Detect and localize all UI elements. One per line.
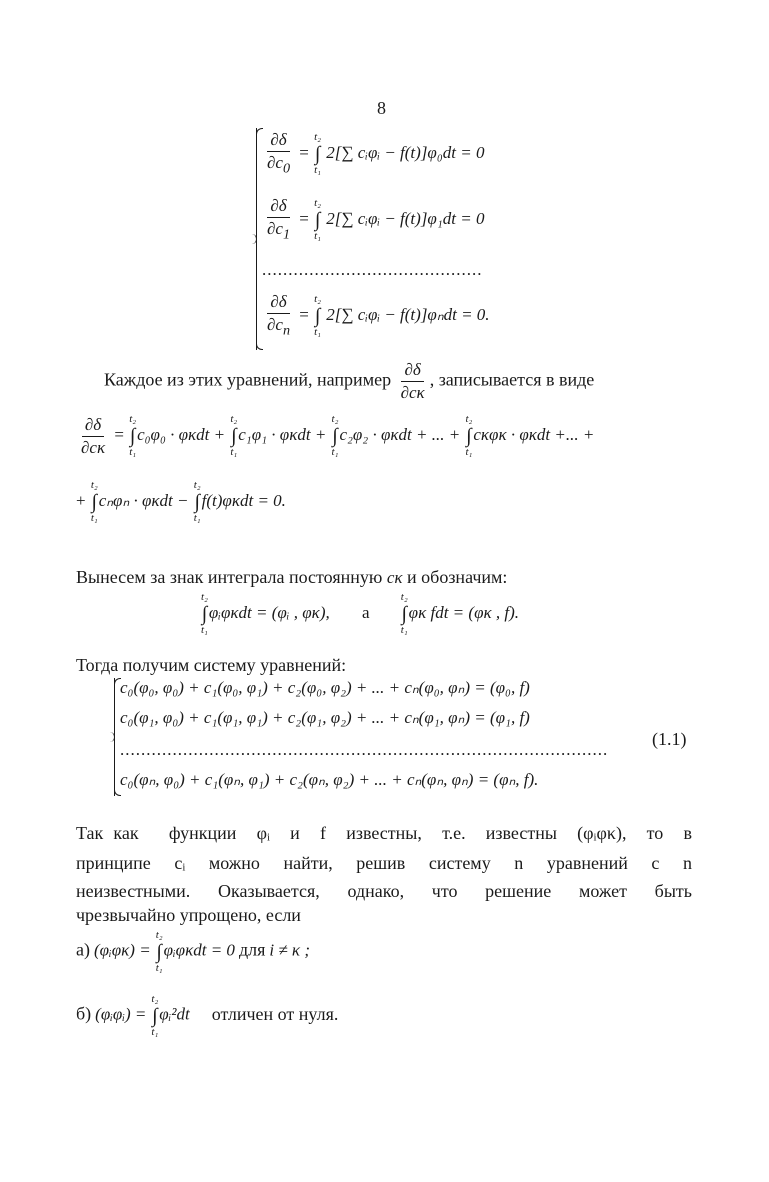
term: c₀φ₀ · φκdt + bbox=[137, 424, 226, 444]
partial-num: ∂δ bbox=[267, 130, 289, 152]
system2-dots: ............................................................................................. bbox=[120, 740, 609, 759]
system1-row-2-body: 2[∑ cᵢφᵢ − f(t)]φₙdt = 0. bbox=[326, 305, 490, 325]
system1-row-1-body: 2[∑ cᵢφᵢ − f(t)]φ₁dt = 0 bbox=[326, 209, 485, 229]
def-right: φκ fdt = (φκ , f). bbox=[408, 602, 520, 622]
paragraph-2: Вынесем за знак интеграла постоянную cκ и обозначим: bbox=[76, 567, 508, 587]
page-number: 8 bbox=[377, 98, 386, 118]
system2-row-0: c₀(φ₀, φ₀) + c₁(φ₀, φ₁) + c₂(φ₀, φ₂) + ... + cₙ(φ₀, φₙ) = (φ₀, f) bbox=[120, 678, 530, 697]
paragraph-4-line-2: принципе cᵢ можно найти, решив систему n уравнений с n bbox=[76, 853, 692, 873]
system1-row-0-body: 2[∑ cᵢφᵢ − f(t)]φ₀dt = 0 bbox=[326, 143, 485, 163]
term: cₙφₙ · φκdt − bbox=[98, 490, 189, 510]
term: c₂φ₂ · φκdt + ... + bbox=[339, 424, 461, 444]
paragraph-4-line-1: Так как функции φᵢ и f известны, т.е. известны (φᵢφκ), то в bbox=[76, 823, 692, 843]
equation-label: (1.1) bbox=[652, 729, 687, 749]
paragraph-4-line-4: чрезвычайно упрощено, если bbox=[76, 905, 301, 925]
term: cκφκ · φκdt +... + bbox=[473, 424, 595, 444]
paragraph-1: Каждое из этих уравнений, например $\frac{\partial\delta}{\partial c\kappa}$ , записывается в виде bbox=[104, 360, 595, 402]
term: c₁φ₁ · φκdt + bbox=[238, 424, 327, 444]
def-conj: а bbox=[361, 602, 370, 622]
term: f(t)φκdt = 0. bbox=[201, 490, 286, 510]
def-left: φᵢφκdt = (φᵢ , φκ), bbox=[208, 602, 330, 622]
condition-b: б) (φᵢφᵢ) = t₂ ∫ t₁ φᵢ²dt отличен от нуля. bbox=[76, 993, 339, 1038]
system1-row-0: $\frac{\partial\delta}{\partial c_0}$ = t₂ ∫ t₁ 2[∑ cᵢφᵢ − f(t)]φ₀dt = 0 bbox=[267, 130, 485, 177]
system2-row-1: c₀(φ₁, φ₀) + c₁(φ₁, φ₁) + c₂(φ₁, φ₂) + ... + cₙ(φ₁, φₙ) = (φ₁, f) bbox=[120, 708, 530, 727]
system2-row-2: c₀(φₙ, φ₀) + c₁(φₙ, φ₁) + c₂(φₙ, φ₂) + ... + cₙ(φₙ, φₙ) = (φₙ, f). bbox=[120, 770, 539, 789]
expanded-equation-line-1: $\frac{\partial\delta}{\partial c\kappa}$ = t₂ ∫ t₁ c₀φ₀ · φκdt + t₂ ∫ t₁ c₁φ₁ · φκdt + t₂ ∫ t₁ c₂φ₂ · φκdt + ... + t₂ ∫ t₁ cκφκ · φκdt +... + bbox=[81, 413, 595, 458]
condition-a: а) (φᵢφκ) = t₂ ∫ t₁ φᵢφκdt = 0 для i ≠ κ ; bbox=[76, 929, 310, 974]
expanded-equation-line-2: + t₂ ∫ t₁ cₙφₙ · φκdt − t₂ ∫ t₁ f(t)φκdt = 0. bbox=[76, 479, 286, 524]
paragraph-3: Тогда получим систему уравнений: bbox=[76, 655, 347, 675]
inner-product-definitions: t₂ ∫ t₁ φᵢφκdt = (φᵢ , φκ), а t₂ ∫ t₁ φκ fdt = (φκ , f). bbox=[201, 591, 520, 636]
system1-brace bbox=[256, 128, 257, 350]
system1-dots: .......................................... bbox=[262, 260, 483, 279]
system1-row-1: $\frac{\partial\delta}{\partial c_1}$ = t₂ ∫ t₁ 2[∑ cᵢφᵢ − f(t)]φ₁dt = 0 bbox=[267, 196, 485, 243]
system1-row-2: $\frac{\partial\delta}{\partial c_n}$ = t₂ ∫ t₁ 2[∑ cᵢφᵢ − f(t)]φₙdt = 0. bbox=[267, 292, 490, 339]
paragraph-4-line-3: неизвестными. Оказывается, однако, что решение может быть bbox=[76, 881, 692, 901]
system2-brace bbox=[114, 678, 115, 796]
